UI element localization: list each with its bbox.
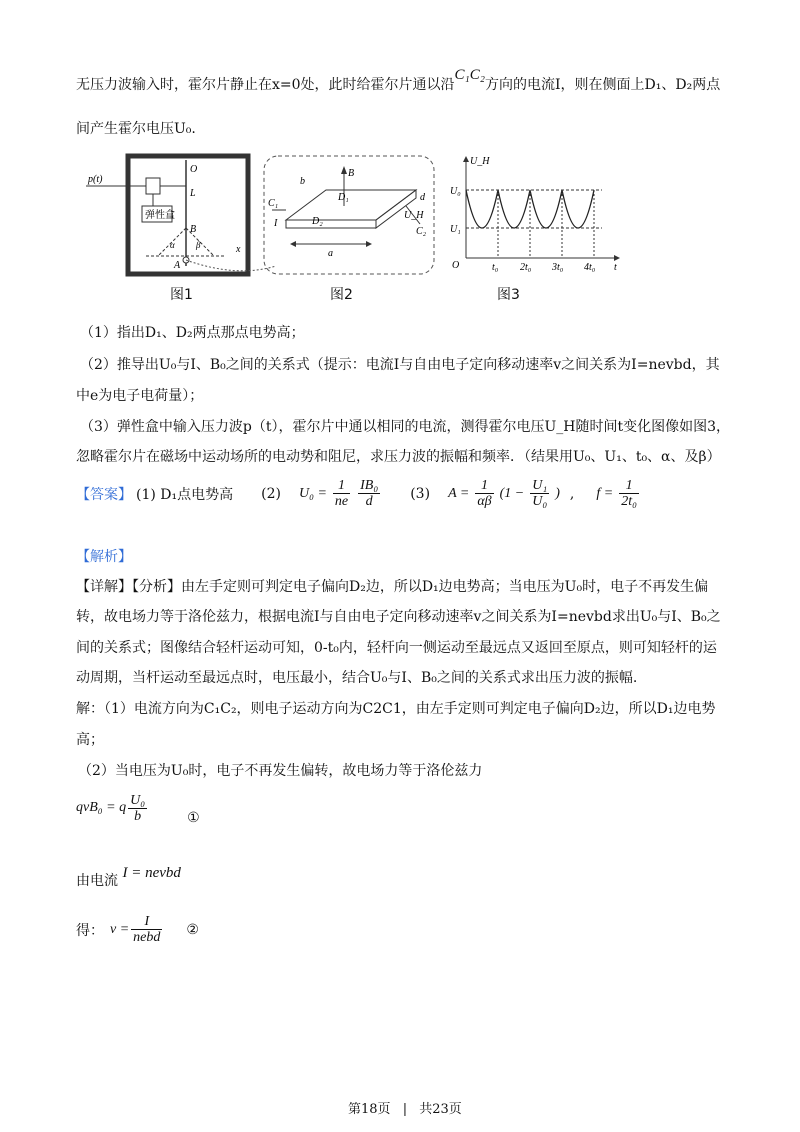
answer-2-frac-2 [358,478,380,509]
figures-svg [86,148,626,300]
fig2-label-UH: U_H [404,210,424,221]
eq3-frac [131,914,162,945]
question-3-line-1: （3）弹性盒中输入压力波p（t），霍尔片中通以相同的电流，测得霍尔电压U_H随时间t变化图像如图3， [80,419,731,435]
fig2-label-I: I [274,218,278,229]
answer-f-frac [619,478,639,509]
intro-text-b: 方向的电流I，则在侧面上D₁、D₂两点 [485,77,721,93]
answer-3-paren-open: (1 − [499,485,525,501]
fig2-label-a: a [328,248,333,259]
frac-num: 1 [475,478,493,494]
page-footer [348,1098,462,1117]
answer-3-frac-2 [530,478,549,509]
frac-den: αβ [477,494,492,509]
c1c2-label: C₁C₂ [454,67,485,83]
frac-den: b [134,808,142,824]
eq3-lhs: v = [110,921,130,937]
fig1-label-A: A [174,260,181,271]
fig2-label-d: d [420,192,425,203]
fig1-label-alpha: α [170,240,175,250]
fig3-label-UH: U_H [470,156,490,167]
eq2-prefix: 由电流 [76,873,118,889]
footer-separator: | [402,1102,408,1117]
frac-num: 1 [619,478,639,494]
answer-2-lhs: U₀ = [298,485,327,501]
figure-1-caption: 图1 [170,287,193,303]
fig3-label-t: t [614,262,617,273]
frac-den: 2t₀ [621,494,637,509]
fig3-label-t0: t₀ [492,262,499,273]
equation-2 [76,862,181,889]
fig1-label-box: 弹性盒 [145,210,175,221]
solution-line-3: （2）当电压为U₀时，电子不再发生偏转，故电场力等于洛伦兹力 [78,763,483,779]
fig1-label-beta: β [196,240,201,250]
answer-2-label: (2) [261,485,281,502]
fig2-label-b: b [300,176,305,187]
fig2-label-C2: C₂ [416,226,427,237]
fig1-label-p: p(t) [88,174,103,185]
fig2-label-B: B [348,168,355,179]
fig2-label-C1: C₁ [268,198,279,209]
fig1-label-O: O [190,164,198,175]
eq3-prefix: 得： [76,922,104,939]
fig3-label-U0: U₀ [450,186,461,197]
eq2-body: I = nevbd [122,865,181,881]
fig1-label-B: B [190,224,197,235]
eq3-mark: ② [186,921,199,938]
fig1-label-L: L [190,188,196,199]
analysis-detail-line-4: 动周期，当杆运动至最远点时，电压最小，结合U₀与I、B₀之间的关系式求出压力波的振幅. [76,670,638,686]
eq1-frac [128,793,147,824]
fig3-label-O: O [452,260,460,271]
figure-3-caption: 图3 [497,287,520,303]
solution-line-1: 解：（1）电流方向为C₁C₂，则电子运动方向为C2C1，由左手定则可判定电子偏向D₂边，所以D₁边电势 [76,701,716,717]
solution-line-2: 高； [76,732,104,748]
frac-den: ne [334,494,349,509]
answer-line [76,478,641,509]
analysis-tag: 【解析】 [76,549,132,565]
eq1-lhs: qvB₀ = q [76,800,127,815]
frac-num: IB₀ [360,478,379,493]
answer-3-label: (3) [410,485,431,502]
analysis-detail-line-3: 间的关系式；图像结合轻杆运动可知，0-t₀内，轻杆向一侧运动至最远点又返回至原点，则可知轻杆的运 [76,640,717,656]
footer-total: 共23页 [419,1102,462,1117]
question-2-line-1: （2）推导出U₀与I、B₀之间的关系式（提示：电流I与自由电子定向移动速率v之间关系为I=nevbd，其 [80,357,720,373]
footer-page: 第18页 [348,1102,391,1117]
intro-text-a: 无压力波输入时，霍尔片静止在x=0处，此时给霍尔片通以沿 [76,77,455,93]
fig3-label-3t0: 3t₀ [552,262,564,273]
intro-line-2: 间产生霍尔电压U₀. [76,121,196,137]
fig3-label-4t0: 4t₀ [584,262,596,273]
answer-comma: , [569,485,575,502]
frac-den: d [365,494,373,509]
frac-den: U₀ [532,494,548,509]
question-1: （1）指出D₁、D₂两点那点电势高； [80,325,305,341]
question-3-line-2: 忽略霍尔片在磁场中运动场所的电动势和阻尼，求压力波的振幅和频率．（结果用U₀、U₁、t₀、α、及β） [76,449,721,465]
frac-num: I [131,914,162,930]
fig1-label-x: x [236,244,241,255]
answer-1: (1) D₁点电势高 [136,486,234,503]
eq1-mark: ① [187,810,200,826]
answer-3-frac-1 [475,478,493,509]
equation-3 [76,914,199,945]
figure-3-graph [450,156,620,273]
answer-3-lhs: A = [448,485,470,501]
answer-3-paren-close: ) [555,485,560,501]
equation-1 [76,790,200,826]
frac-den: nebd [133,930,161,945]
figure-2-caption: 图2 [330,287,353,303]
figure-2-diagram [264,156,434,274]
answer-tag: 【答案】 [76,486,132,503]
answer-2-frac-1 [333,478,350,509]
figure-1-diagram [86,156,279,274]
fig3-label-U1: U₁ [450,224,461,235]
fig2-label-D1: D₁ [338,192,349,203]
intro-line-1 [76,67,721,94]
answer-f-lhs: f = [596,485,614,501]
frac-num: 1 [333,478,350,494]
question-2-line-2: 中e为电子电荷量）； [76,388,204,404]
analysis-detail-line-2: 转，故电场力等于洛伦兹力，根据电流I与自由电子定向移动速率v之间关系为I=nevbd求出U₀与I、B₀之 [76,609,721,625]
fig3-label-2t0: 2t₀ [520,262,532,273]
frac-num: U₁ [532,478,548,493]
figures-strip [86,148,626,300]
fig2-label-D2: D₂ [312,216,323,227]
frac-num: U₀ [130,792,146,808]
analysis-detail-line-1: 【详解】【分析】由左手定则可判定电子偏向D₂边，所以D₁边电势高；当电压为U₀时，电子不再发生偏 [76,579,709,595]
